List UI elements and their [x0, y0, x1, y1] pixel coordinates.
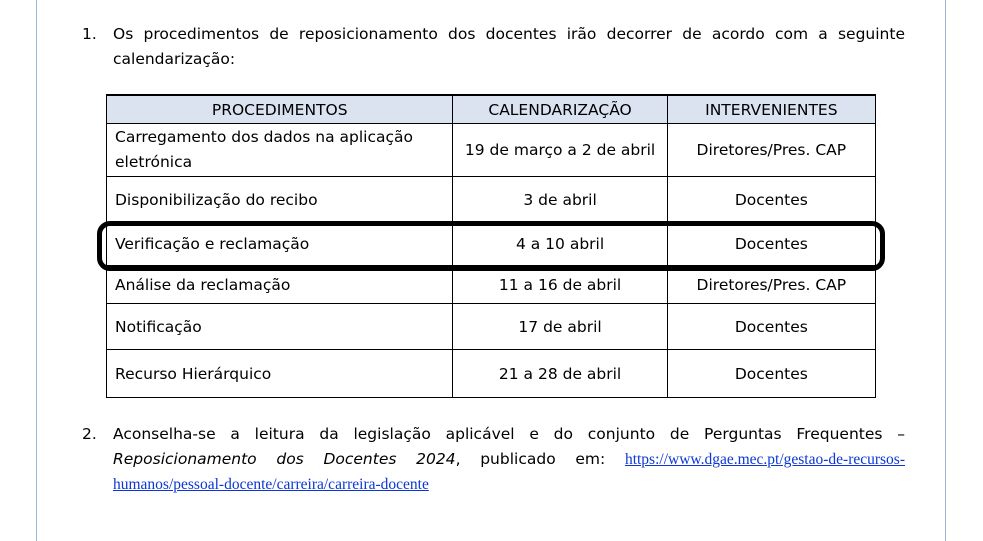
table-row: [107, 350, 876, 398]
cell-intervenientes: Docentes: [667, 223, 875, 266]
cell-procedimento: Verificação e reclamação: [107, 223, 453, 266]
table-row: [107, 177, 876, 223]
dgae-link[interactable]: https://www.dgae.mec.pt/gestao-de-recursos-humanos/pessoal-docente/carreira/carreira-docente: [113, 451, 905, 493]
list-number: 1.: [82, 25, 97, 43]
text-after: , publicado em:: [455, 450, 625, 468]
header-procedimentos: PROCEDIMENTOS: [107, 95, 453, 124]
table-row: [107, 304, 876, 350]
cell-procedimento: Notificação: [107, 304, 453, 350]
cell-intervenientes: Docentes: [667, 177, 875, 223]
table-row: [107, 124, 876, 177]
cell-calendarizacao: 4 a 10 abril: [453, 223, 667, 266]
cell-procedimento: Carregamento dos dados na aplicação eletrónica: [107, 124, 453, 177]
list-item-text: [113, 422, 905, 497]
cell-intervenientes: Docentes: [667, 304, 875, 350]
cell-intervenientes: Diretores/Pres. CAP: [667, 266, 875, 304]
list-item-2: [82, 422, 905, 497]
cell-intervenientes: Docentes: [667, 350, 875, 398]
cell-calendarizacao: 11 a 16 de abril: [453, 266, 667, 304]
list-number: 2.: [82, 425, 97, 443]
cell-calendarizacao: 3 de abril: [453, 177, 667, 223]
schedule-table: [106, 94, 876, 398]
cell-procedimento: Disponibilização do recibo: [107, 177, 453, 223]
table-row: [107, 266, 876, 304]
header-calendarizacao: CALENDARIZAÇÃO: [453, 95, 667, 124]
cell-intervenientes: Diretores/Pres. CAP: [667, 124, 875, 177]
page-border-right: [945, 0, 946, 541]
document-title: Reposicionamento dos Docentes 2024: [113, 450, 456, 468]
page-border-left: [36, 0, 37, 541]
header-intervenientes: INTERVENIENTES: [667, 95, 875, 124]
text-before: Aconselha-se a leitura da legislação aplicável e do conjunto de Perguntas Frequentes –: [113, 425, 905, 443]
cell-procedimento: Recurso Hierárquico: [107, 350, 453, 398]
list-item-1: [82, 22, 905, 72]
list-item-text: Os procedimentos de reposicionamento dos docentes irão decorrer de acordo com a seguinte calendarização:: [113, 25, 905, 68]
table-row-highlighted: [107, 223, 876, 266]
cell-calendarizacao: 17 de abril: [453, 304, 667, 350]
table-header-row: [107, 95, 876, 124]
cell-calendarizacao: 21 a 28 de abril: [453, 350, 667, 398]
cell-procedimento: Análise da reclamação: [107, 266, 453, 304]
cell-calendarizacao: 19 de março a 2 de abril: [453, 124, 667, 177]
